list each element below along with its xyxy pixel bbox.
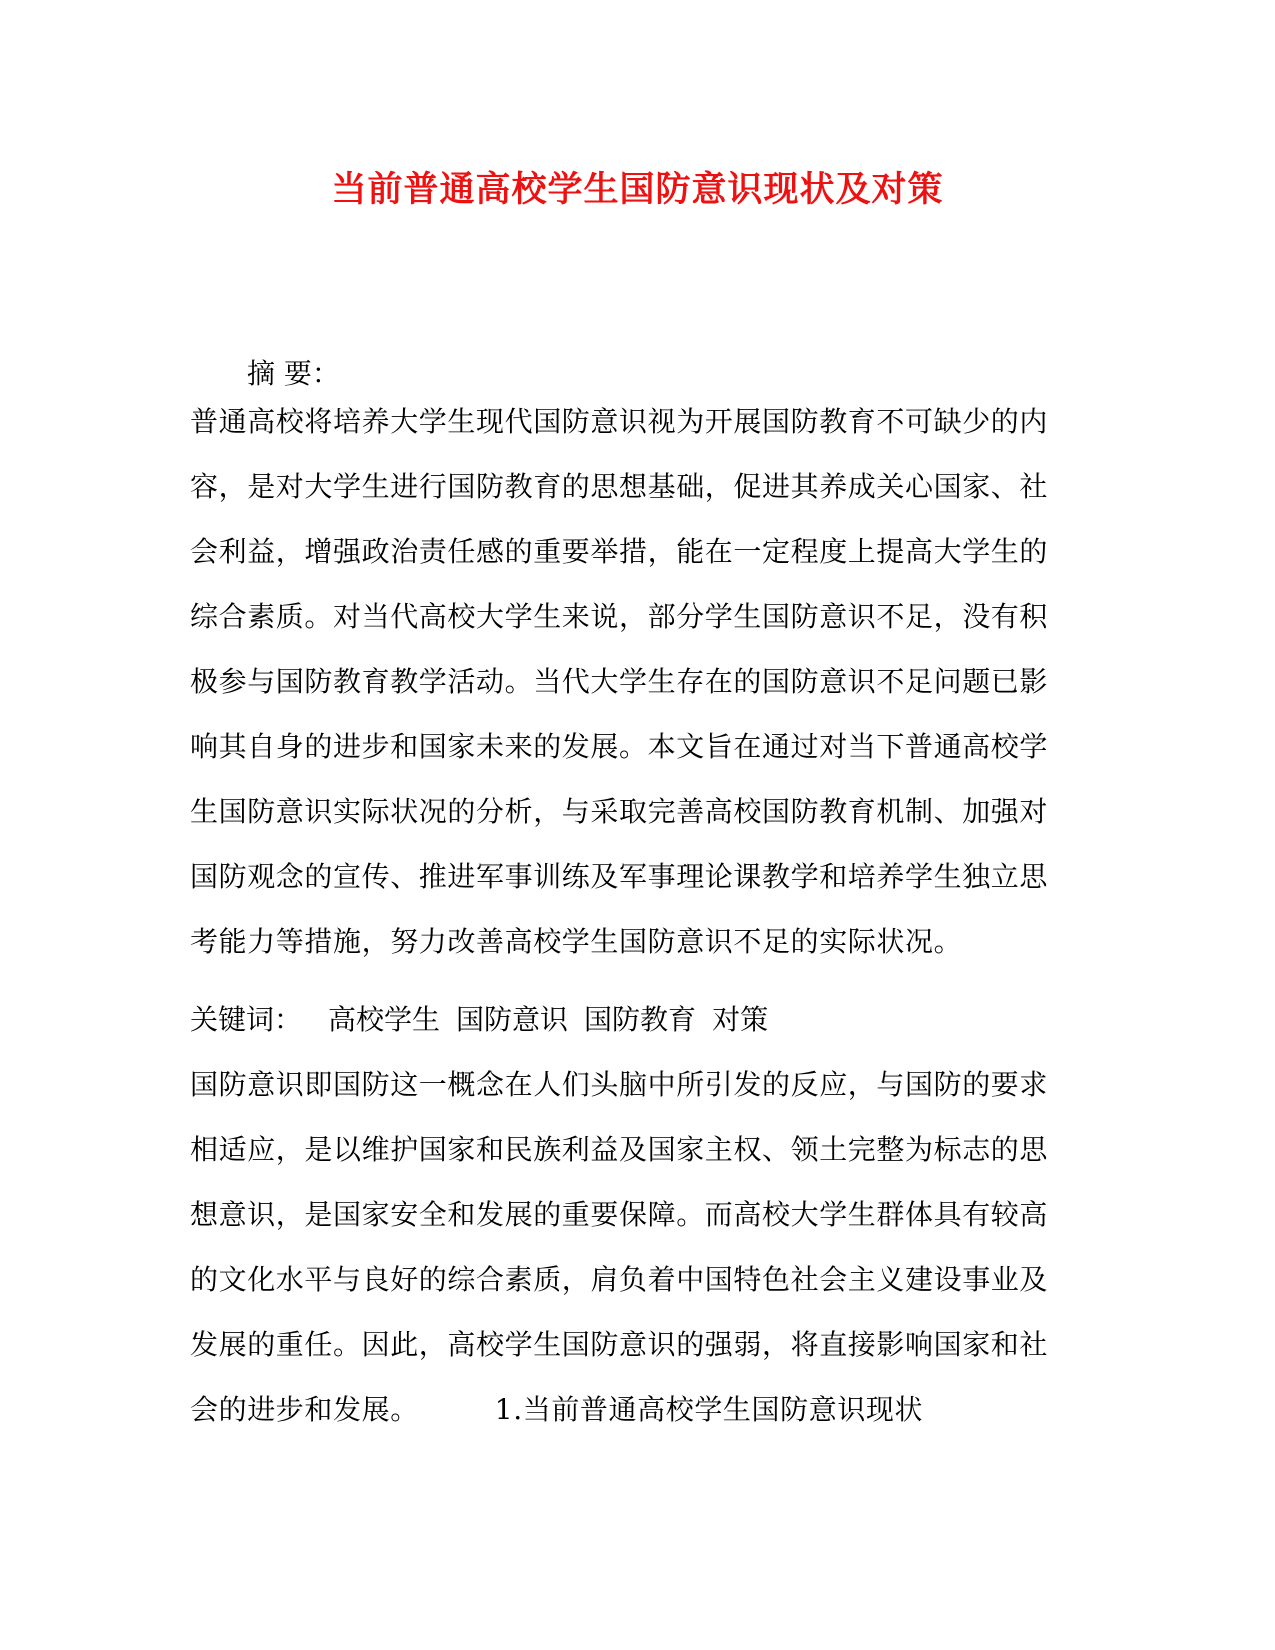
- intro-line: 的文化水平与良好的综合素质，肩负着中国特色社会主义建设事业及: [190, 1263, 1049, 1296]
- intro-line: 会的进步和发展。 1.当前普通高校学生国防意识现状: [190, 1393, 924, 1426]
- keyword: 国防教育: [584, 1003, 697, 1036]
- abstract-line: 会利益，增强政治责任感的重要举措，能在一定程度上提高大学生的: [190, 535, 1049, 568]
- keywords-label: 关键词：: [190, 1003, 303, 1036]
- intro-body: [190, 1068, 1060, 1458]
- document-title: 当前普通高校学生国防意识现状及对策: [331, 169, 944, 210]
- abstract-line: 容，是对大学生进行国防教育的思想基础，促进其养成关心国家、社: [190, 470, 1049, 503]
- keyword: 高校学生: [328, 1003, 441, 1036]
- abstract-line: 综合素质。对当代高校大学生来说，部分学生国防意识不足，没有积: [190, 600, 1049, 633]
- abstract-line: 生国防意识实际状况的分析，与采取完善高校国防教育机制、加强对: [190, 795, 1049, 828]
- keywords-line: [190, 1003, 784, 1037]
- abstract-line: 国防观念的宣传、推进军事训练及军事理论课教学和培养学生独立思: [190, 860, 1049, 893]
- keyword: 国防意识: [456, 1003, 569, 1036]
- intro-line: 发展的重任。因此，高校学生国防意识的强弱，将直接影响国家和社: [190, 1328, 1049, 1361]
- abstract-line: 极参与国防教育教学活动。当代大学生存在的国防意识不足问题已影: [190, 665, 1049, 698]
- abstract-line: 响其自身的进步和国家未来的发展。本文旨在通过对当下普通高校学: [190, 730, 1049, 763]
- abstract-label: 摘 要：: [247, 357, 340, 390]
- abstract-line: 普通高校将培养大学生现代国防意识视为开展国防教育不可缺少的内: [190, 405, 1049, 438]
- intro-line: 想意识，是国家安全和发展的重要保障。而高校大学生群体具有较高: [190, 1198, 1049, 1231]
- abstract-line: 考能力等措施，努力改善高校学生国防意识不足的实际状况。: [190, 925, 963, 958]
- intro-line: 相适应，是以维护国家和民族利益及国家主权、领土完整为标志的思: [190, 1133, 1049, 1166]
- abstract-body: [190, 405, 1060, 990]
- keyword: 对策: [712, 1003, 769, 1036]
- intro-line: 国防意识即国防这一概念在人们头脑中所引发的反应，与国防的要求: [190, 1068, 1049, 1101]
